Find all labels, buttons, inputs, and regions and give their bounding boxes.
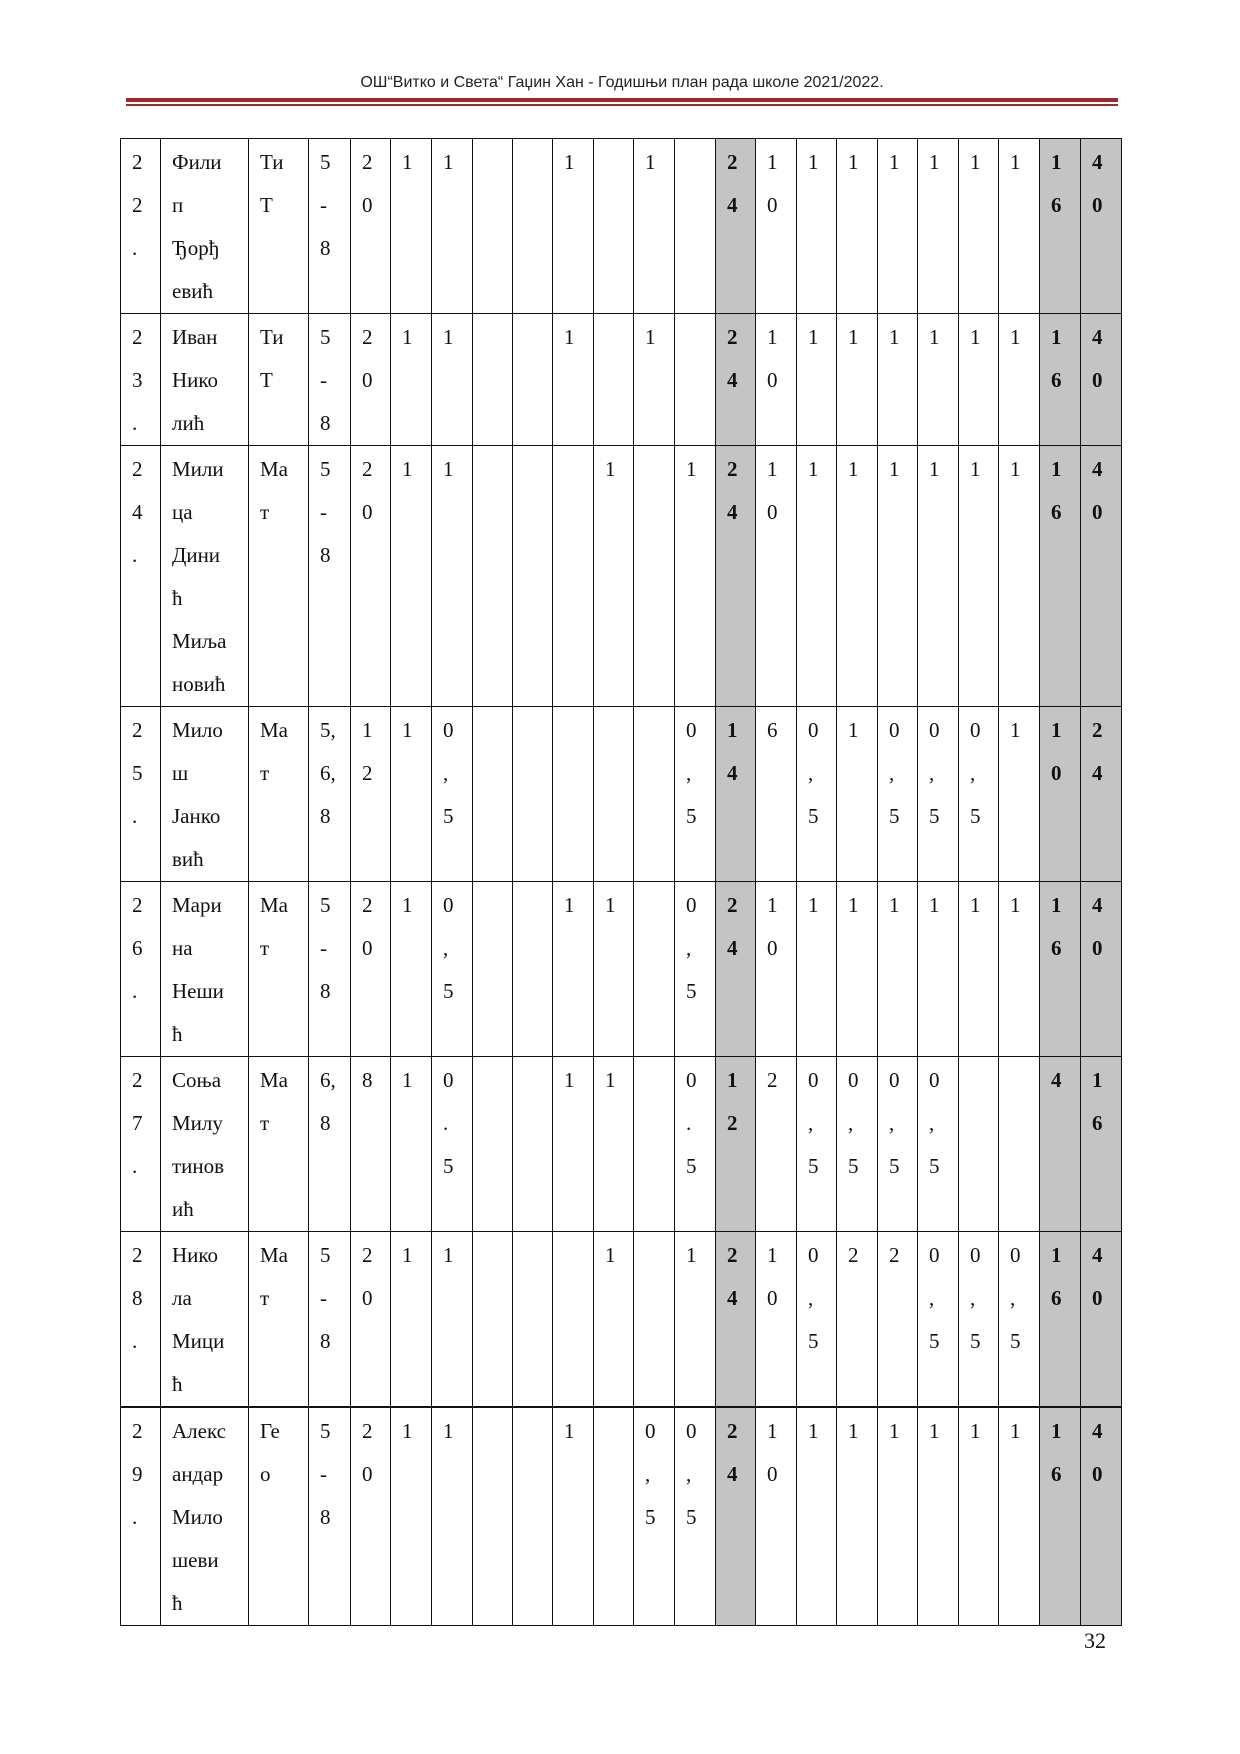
row-number-cell: 2 2 . xyxy=(121,139,161,314)
table-cell xyxy=(634,882,675,1057)
table-cell: 1 xyxy=(999,314,1040,446)
table-cell: 5, 6, 8 xyxy=(309,707,351,882)
table-cell: 1 2 xyxy=(351,707,391,882)
table-row xyxy=(121,1407,1122,1626)
table-cell: 1 6 xyxy=(1040,139,1081,314)
table-cell xyxy=(999,1057,1040,1232)
table-cell: 1 xyxy=(432,446,473,707)
table-cell xyxy=(513,707,553,882)
teacher-name-cell: Мили ца Дини ћ Миља новић xyxy=(161,446,249,707)
subject-cell: Ма т xyxy=(249,707,309,882)
row-number-cell: 2 9 . xyxy=(121,1407,161,1626)
table-cell xyxy=(473,707,513,882)
table-cell: 1 xyxy=(391,1057,432,1232)
table-cell: 1 xyxy=(959,139,999,314)
teacher-name-cell: Иван Нико лић xyxy=(161,314,249,446)
table-cell: 4 0 xyxy=(1081,139,1122,314)
table-row xyxy=(121,707,1122,882)
table-cell: 5 - 8 xyxy=(309,1407,351,1626)
table-cell: 1 6 xyxy=(1040,1232,1081,1408)
table-cell: 5 - 8 xyxy=(309,446,351,707)
table-cell: 5 - 8 xyxy=(309,139,351,314)
table-row xyxy=(121,139,1122,314)
table-cell xyxy=(959,1057,999,1232)
table-cell: 1 xyxy=(878,314,918,446)
row-number-cell: 2 7 . xyxy=(121,1057,161,1232)
table-cell: 5 - 8 xyxy=(309,314,351,446)
table-cell: 1 xyxy=(553,314,594,446)
table-cell: 1 0 xyxy=(756,882,797,1057)
table-cell: 1 xyxy=(999,139,1040,314)
table-cell xyxy=(594,1407,634,1626)
table-cell: 1 xyxy=(634,139,675,314)
table-cell: 0 , 5 xyxy=(878,1057,918,1232)
table-cell: 1 0 xyxy=(756,1407,797,1626)
table-cell: 1 xyxy=(391,1407,432,1626)
table-cell: 1 xyxy=(999,882,1040,1057)
table-cell: 1 0 xyxy=(1040,707,1081,882)
table-cell: 1 0 xyxy=(756,139,797,314)
table-cell: 1 xyxy=(675,1232,716,1408)
page-number: 32 xyxy=(1084,1628,1106,1653)
table-cell: 0 , 5 xyxy=(918,1232,959,1408)
table-cell xyxy=(473,882,513,1057)
table-cell xyxy=(594,314,634,446)
table-cell xyxy=(513,1057,553,1232)
table-cell: 0 , 5 xyxy=(675,707,716,882)
table-row xyxy=(121,446,1122,707)
table-cell: 4 0 xyxy=(1081,314,1122,446)
teacher-name-cell: Мари на Неши ћ xyxy=(161,882,249,1057)
table-cell: 1 xyxy=(432,139,473,314)
table-cell: 2 4 xyxy=(716,314,756,446)
row-number-cell: 2 8 . xyxy=(121,1232,161,1408)
table-cell: 1 xyxy=(594,1232,634,1408)
subject-cell: Ма т xyxy=(249,882,309,1057)
table-cell: 1 xyxy=(918,139,959,314)
staff-hours-table xyxy=(120,138,1122,1626)
table-cell: 2 0 xyxy=(351,314,391,446)
table-cell xyxy=(634,707,675,882)
table-cell: 1 6 xyxy=(1040,1407,1081,1626)
table-cell: 0 . 5 xyxy=(432,1057,473,1232)
teacher-name-cell: Соња Милу тинов ић xyxy=(161,1057,249,1232)
table-cell: 0 , 5 xyxy=(878,707,918,882)
table-cell: 4 xyxy=(1040,1057,1081,1232)
table-cell xyxy=(553,707,594,882)
table-cell xyxy=(513,882,553,1057)
header-rule-thin xyxy=(126,104,1118,106)
table-cell xyxy=(473,314,513,446)
table-cell: 1 xyxy=(553,1057,594,1232)
table-cell: 0 , 5 xyxy=(432,882,473,1057)
table-cell: 1 xyxy=(837,446,878,707)
table-cell xyxy=(513,1232,553,1408)
table-cell: 1 xyxy=(918,446,959,707)
table-cell: 1 xyxy=(918,882,959,1057)
table-cell: 1 xyxy=(878,139,918,314)
table-cell: 1 6 xyxy=(1040,882,1081,1057)
table-cell xyxy=(634,1232,675,1408)
subject-cell: Ма т xyxy=(249,1057,309,1232)
table-cell: 1 xyxy=(837,882,878,1057)
table-cell: 1 xyxy=(553,1407,594,1626)
table-cell: 2 0 xyxy=(351,446,391,707)
table-cell: 1 xyxy=(959,882,999,1057)
table-cell: 4 0 xyxy=(1081,882,1122,1057)
table-cell xyxy=(513,314,553,446)
table-cell: 0 . 5 xyxy=(675,1057,716,1232)
table-cell: 2 0 xyxy=(351,882,391,1057)
table-cell: 1 0 xyxy=(756,314,797,446)
table-cell: 0 , 5 xyxy=(918,707,959,882)
table-cell: 1 xyxy=(999,1407,1040,1626)
table-cell: 8 xyxy=(351,1057,391,1232)
table-cell: 1 xyxy=(594,446,634,707)
table-cell: 1 xyxy=(553,139,594,314)
table-cell: 2 0 xyxy=(351,1407,391,1626)
table-cell: 2 0 xyxy=(351,139,391,314)
table-row xyxy=(121,882,1122,1057)
teacher-name-cell: Нико ла Мици ћ xyxy=(161,1232,249,1408)
table-cell: 2 xyxy=(756,1057,797,1232)
table-cell: 2 xyxy=(878,1232,918,1408)
table-cell: 1 6 xyxy=(1040,314,1081,446)
table-cell: 2 xyxy=(837,1232,878,1408)
table-cell: 1 0 xyxy=(756,1232,797,1408)
table-cell: 1 xyxy=(918,314,959,446)
table-cell: 1 2 xyxy=(716,1057,756,1232)
row-number-cell: 2 5 . xyxy=(121,707,161,882)
table-cell: 1 xyxy=(553,882,594,1057)
table-cell: 1 xyxy=(837,139,878,314)
table-cell: 2 0 xyxy=(351,1232,391,1408)
table-cell: 0 , 5 xyxy=(959,707,999,882)
subject-cell: Ма т xyxy=(249,446,309,707)
table-row xyxy=(121,314,1122,446)
table-cell: 4 0 xyxy=(1081,1407,1122,1626)
table-cell: 0 , 5 xyxy=(837,1057,878,1232)
table-cell xyxy=(553,446,594,707)
table-cell: 1 4 xyxy=(716,707,756,882)
table-cell: 1 xyxy=(797,446,837,707)
table-cell: 1 xyxy=(959,446,999,707)
table-cell xyxy=(513,446,553,707)
table-cell: 1 xyxy=(999,446,1040,707)
table-cell: 2 4 xyxy=(716,882,756,1057)
table-cell: 1 6 xyxy=(1040,446,1081,707)
table-cell: 1 xyxy=(878,882,918,1057)
subject-cell: Ти Т xyxy=(249,314,309,446)
table-cell: 2 4 xyxy=(1081,707,1122,882)
table-cell: 0 , 5 xyxy=(797,707,837,882)
table-cell: 4 0 xyxy=(1081,446,1122,707)
table-cell: 1 xyxy=(959,1407,999,1626)
table-cell: 1 xyxy=(837,314,878,446)
table-cell: 0 , 5 xyxy=(675,882,716,1057)
teacher-name-cell: Фили п Ђорђ евић xyxy=(161,139,249,314)
table-cell xyxy=(473,1407,513,1626)
table-cell: 4 0 xyxy=(1081,1232,1122,1408)
table-cell: 0 , 5 xyxy=(675,1407,716,1626)
table-cell: 0 , 5 xyxy=(918,1057,959,1232)
table-cell xyxy=(634,446,675,707)
table-cell: 1 xyxy=(594,1057,634,1232)
table-cell: 1 xyxy=(594,882,634,1057)
table-cell xyxy=(675,314,716,446)
table-cell: 1 xyxy=(797,314,837,446)
table-cell: 6 xyxy=(756,707,797,882)
table-cell: 1 xyxy=(959,314,999,446)
table-cell xyxy=(473,1057,513,1232)
table-cell: 1 xyxy=(634,314,675,446)
table-cell: 0 , 5 xyxy=(797,1232,837,1408)
table-cell: 5 - 8 xyxy=(309,1232,351,1408)
table-row xyxy=(121,1232,1122,1408)
table-cell: 1 xyxy=(391,707,432,882)
table-cell: 1 xyxy=(837,1407,878,1626)
subject-cell: Ти Т xyxy=(249,139,309,314)
subject-cell: Ма т xyxy=(249,1232,309,1408)
table-cell xyxy=(634,1057,675,1232)
table-cell: 0 , 5 xyxy=(959,1232,999,1408)
row-number-cell: 2 3 . xyxy=(121,314,161,446)
row-number-cell: 2 4 . xyxy=(121,446,161,707)
table-cell: 1 xyxy=(391,139,432,314)
table-cell: 1 xyxy=(391,1232,432,1408)
table-cell xyxy=(675,139,716,314)
table-cell: 1 xyxy=(797,882,837,1057)
table-cell xyxy=(553,1232,594,1408)
table-cell xyxy=(594,139,634,314)
table-cell: 0 , 5 xyxy=(797,1057,837,1232)
table-cell: 1 xyxy=(675,446,716,707)
table-row xyxy=(121,1057,1122,1232)
running-header: ОШ“Витко и Света“ Гаџин Хан - Годишњи план рада школе 2021/2022. xyxy=(360,74,884,91)
table-cell: 1 6 xyxy=(1081,1057,1122,1232)
table-cell: 2 4 xyxy=(716,1232,756,1408)
table-cell: 0 , 5 xyxy=(432,707,473,882)
table-cell xyxy=(473,1232,513,1408)
table-cell: 1 xyxy=(797,1407,837,1626)
table-cell: 1 xyxy=(391,446,432,707)
table-cell: 0 , 5 xyxy=(999,1232,1040,1408)
table-cell: 1 xyxy=(391,882,432,1057)
table-cell: 0 , 5 xyxy=(634,1407,675,1626)
subject-cell: Ге о xyxy=(249,1407,309,1626)
table-cell: 1 xyxy=(391,314,432,446)
table-cell xyxy=(473,446,513,707)
table-cell: 2 4 xyxy=(716,139,756,314)
table-cell xyxy=(513,1407,553,1626)
table-cell: 1 xyxy=(999,707,1040,882)
table-cell: 1 xyxy=(878,446,918,707)
table-cell: 1 xyxy=(797,139,837,314)
table-cell: 1 0 xyxy=(756,446,797,707)
table-cell xyxy=(473,139,513,314)
table-cell: 1 xyxy=(432,314,473,446)
table-cell: 2 4 xyxy=(716,1407,756,1626)
table-cell xyxy=(513,139,553,314)
table-cell xyxy=(594,707,634,882)
table-cell: 1 xyxy=(432,1407,473,1626)
header-rule xyxy=(126,98,1118,102)
teacher-name-cell: Алекс андар Мило шеви ћ xyxy=(161,1407,249,1626)
table-cell: 2 4 xyxy=(716,446,756,707)
table-cell: 5 - 8 xyxy=(309,882,351,1057)
table-cell: 1 xyxy=(878,1407,918,1626)
teacher-name-cell: Мило ш Јанко вић xyxy=(161,707,249,882)
table-cell: 6, 8 xyxy=(309,1057,351,1232)
table-cell: 1 xyxy=(918,1407,959,1626)
table-cell: 1 xyxy=(837,707,878,882)
table-cell: 1 xyxy=(432,1232,473,1408)
row-number-cell: 2 6 . xyxy=(121,882,161,1057)
